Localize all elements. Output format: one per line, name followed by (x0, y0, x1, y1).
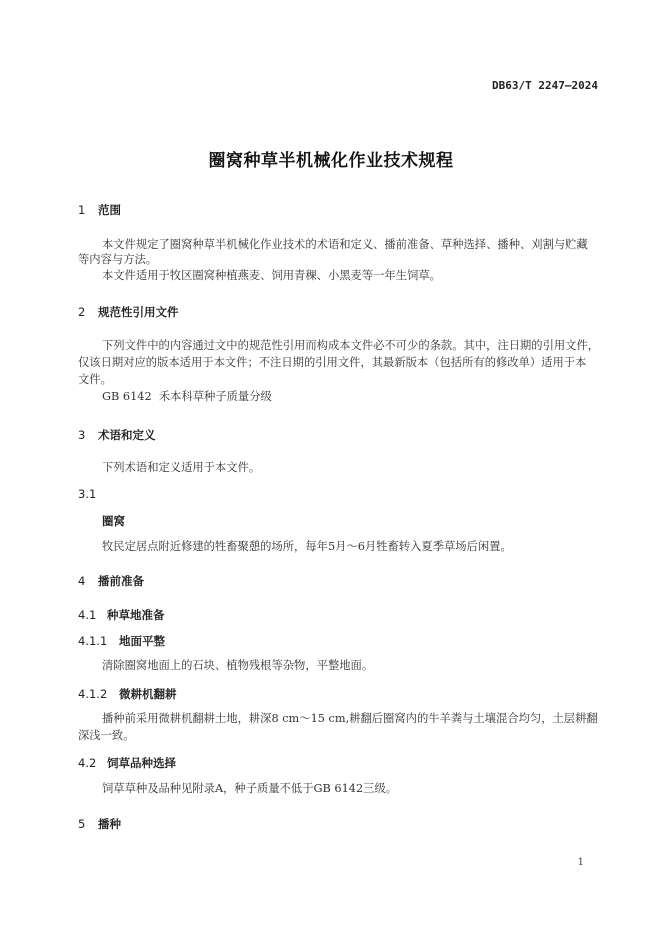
section-1-paragraph-2: 本文件适用于牧区圈窝种植燕麦、饲用青稞、小黑麦等一年生饲草。 (102, 269, 441, 282)
section-number: 5 (78, 817, 86, 831)
section-number: 4.1.1 (78, 634, 108, 648)
section-2-paragraph-line-1: 下列文件中的内容通过文中的规范性引用而构成本文件必不可少的条款。其中，注日期的引用文件， (102, 339, 600, 352)
normative-reference-gb6142: GB 6142 禾本科草种子质量分级 (102, 390, 272, 403)
section-title: 范围 (98, 203, 121, 217)
section-4-1-1-text: 清除圈窝地面上的石块、植物残根等杂物，平整地面。 (102, 659, 374, 672)
section-4-1-heading (78, 607, 165, 623)
section-number: 2 (78, 305, 86, 319)
section-4-1-1-heading (78, 633, 165, 649)
section-1-heading (78, 202, 121, 218)
section-5-heading (78, 816, 121, 832)
section-4-2-heading (78, 755, 176, 771)
document-title: 圈窝种草半机械化作业技术规程 (208, 151, 454, 171)
section-number: 3 (78, 428, 86, 442)
section-title: 播种 (98, 817, 121, 831)
section-title: 规范性引用文件 (98, 305, 179, 319)
section-2-paragraph-line-2: 仅该日期对应的版本适用于本文件；不注日期的引用文件，其最新版本（包括所有的修改单）适用于本 (78, 356, 587, 369)
section-number: 4.1 (78, 608, 97, 622)
section-title: 饲草品种选择 (107, 756, 176, 770)
section-3-heading (78, 427, 156, 443)
section-title: 微耕机翻耕 (119, 687, 177, 701)
section-number: 1 (78, 203, 86, 217)
section-title: 地面平整 (119, 634, 165, 648)
section-2-heading (78, 304, 179, 320)
page-number: 1 (577, 857, 584, 868)
section-4-1-2-text-line-2: 深浅一致。 (78, 729, 135, 742)
section-2-paragraph-line-3: 文件。 (78, 373, 112, 386)
section-number: 4 (78, 574, 86, 588)
term-3-1-name: 圈窝 (102, 514, 125, 528)
section-3-intro: 下列术语和定义适用于本文件。 (102, 461, 261, 474)
section-title: 播前准备 (98, 574, 144, 588)
standard-code: DB63/T 2247—2024 (492, 79, 598, 92)
section-number: 4.1.2 (78, 687, 108, 701)
term-3-1-definition: 牧民定居点附近修建的牲畜聚憩的场所，每年5月～6月牲畜转入夏季草场后闲置。 (102, 540, 512, 553)
section-4-1-2-heading (78, 686, 177, 702)
section-title: 术语和定义 (98, 428, 156, 442)
term-3-1-number: 3.1 (78, 487, 97, 501)
section-number: 4.2 (78, 756, 97, 770)
section-4-2-text: 饲草草种及品种见附录A，种子质量不低于GB 6142三级。 (102, 782, 398, 795)
section-1-paragraph-1-line-2: 等内容与方法。 (78, 253, 158, 266)
section-4-1-2-text-line-1: 播种前采用微耕机翻耕土地，耕深8 cm～15 cm,耕翻后圈窝内的牛羊粪与土壤混合均匀，土层耕翻 (102, 712, 598, 725)
section-title: 种草地准备 (107, 608, 165, 622)
section-1-paragraph-1-line-1: 本文件规定了圈窝种草半机械化作业技术的术语和定义、播前准备、草种选择、播种、刈割与贮藏 (102, 238, 588, 251)
section-4-heading (78, 573, 144, 589)
